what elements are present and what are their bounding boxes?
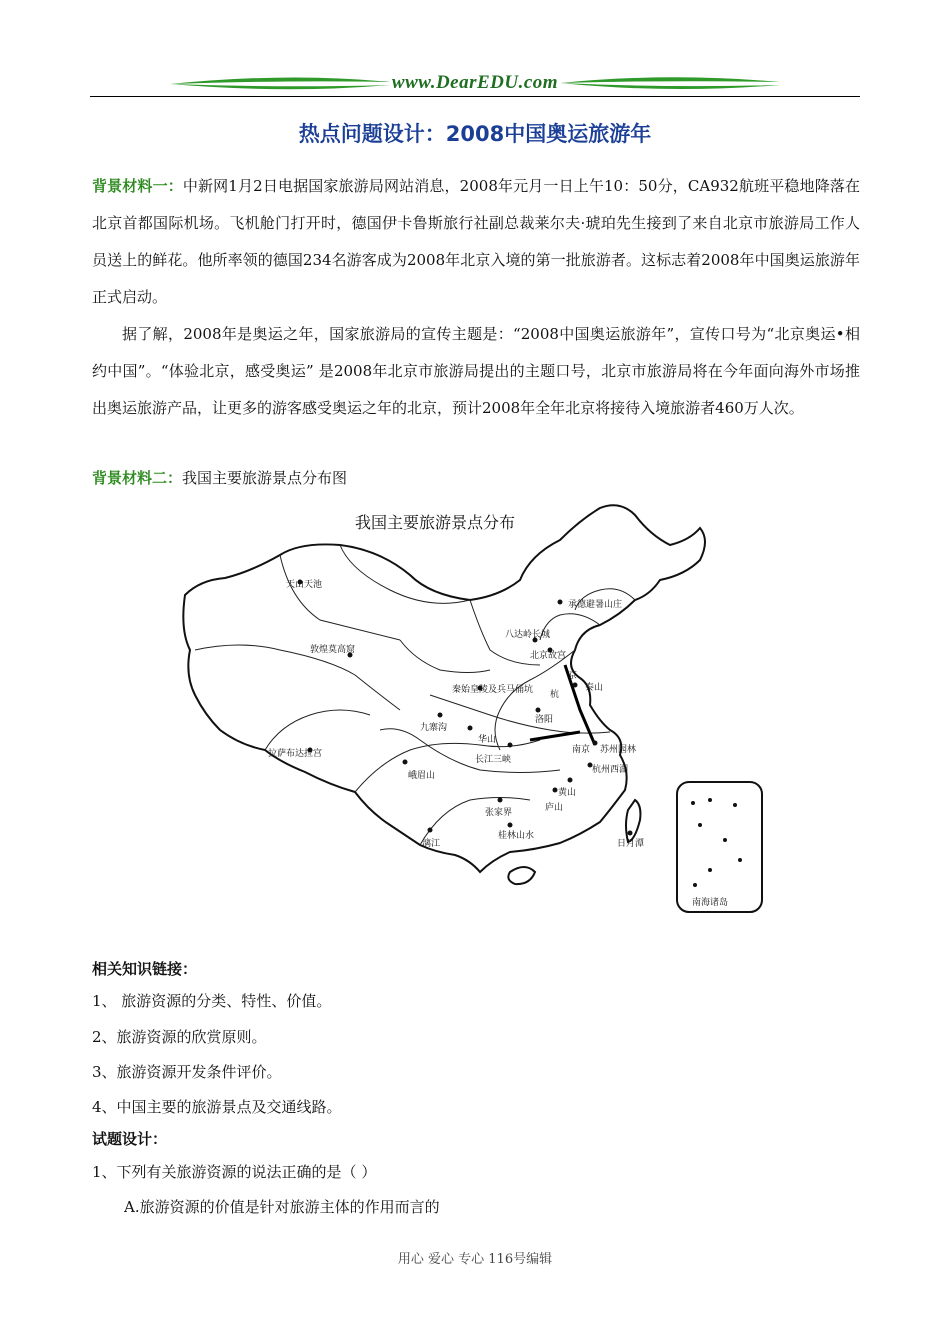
map-label: 峨眉山 <box>408 771 436 781</box>
map-label: 长江三峡 <box>475 755 512 765</box>
page-title: 热点问题设计：2008中国奥运旅游年 <box>298 122 652 146</box>
knowledge-item: 1、 旅游资源的分类、特性、价值。 <box>92 992 332 1010</box>
material-2-label: 背景材料二： <box>92 469 183 487</box>
material-1 <box>92 168 860 316</box>
map-label: 庐山 <box>545 803 564 813</box>
question-1: 1、下列有关旅游资源的说法正确的是（ ） <box>92 1163 377 1181</box>
map-label: 南海诸岛 <box>692 898 729 908</box>
site-header <box>90 70 860 98</box>
map-label: 杭 <box>550 690 560 700</box>
map-label: 九寨沟 <box>420 723 448 733</box>
map-label: 天山天池 <box>286 580 323 590</box>
question-1-option-a: A.旅游资源的价值是针对旅游主体的作用而言的 <box>124 1198 440 1216</box>
map-label: 杭州西湖 <box>592 765 629 775</box>
map-label: 承德避暑山庄 <box>568 600 623 610</box>
map-label: 日月潭 <box>617 839 645 849</box>
knowledge-item: 4、中国主要的旅游景点及交通线路。 <box>92 1098 342 1116</box>
site-logo-text: www.DearEDU.com <box>391 72 559 93</box>
map-label: 苏州园林 <box>600 745 637 755</box>
map-title: 我国主要旅游景点分布 <box>355 513 516 532</box>
material-2 <box>92 460 860 497</box>
map-label: 秦始皇陵及兵马俑坑 <box>452 685 534 695</box>
map-label: 张家界 <box>485 808 513 818</box>
material-2-text: 我国主要旅游景点分布图 <box>182 469 348 487</box>
map-label: 北京故宫 <box>530 651 567 661</box>
material-1-text-2: 据了解，2008年是奥运之年，国家旅游局的宣传主题是：“2008中国奥运旅游年”，宣传口号为“北京奥运•相约中国”。“体验北京，感受奥运” 是2008年北京市旅游局提出的主题口号，北京市旅游局将在今年面向海外市场推出奥运旅游产品，让更多的游客感受奥运之年的北京，预计2008年全年北京将接待入境旅游者460万人次。 <box>92 325 860 417</box>
map-label: 洛阳 <box>535 715 554 725</box>
map-label: 敦煌莫高窟 <box>310 645 356 655</box>
map-label: 漓江 <box>422 839 441 849</box>
map-label: 拉萨布达拉宫 <box>268 749 323 759</box>
knowledge-item: 3、旅游资源开发条件评价。 <box>92 1063 282 1081</box>
map-label: 华山 <box>478 735 497 745</box>
map-label: 泰山 <box>585 683 604 693</box>
map-label: 八达岭长城 <box>505 630 551 640</box>
material-1-label: 背景材料一： <box>92 177 183 195</box>
questions-title: 试题设计： <box>92 1130 168 1148</box>
map-label: 南京 <box>572 745 591 755</box>
knowledge-title: 相关知识链接： <box>92 960 198 978</box>
material-1-text: 中新网1月2日电据国家旅游局网站消息，2008年元月一日上午10：50分，CA932航班平稳地降落在北京首都国际机场。飞机舱门打开时，德国伊卡鲁斯旅行社副总裁莱尔夫·琥珀先生接到了来自北京市旅游局工作人员送上的鲜花。他所率领的德国234名游客成为2008年北京入境的第一批旅游者。这标志着2008年中国奥运旅游年正式启动。 <box>92 177 860 306</box>
map-label: 京 <box>568 671 578 681</box>
map-label: 黄山 <box>558 788 577 798</box>
page-footer: 用心 爱心 专心 116号编辑 <box>397 1252 553 1267</box>
header-divider <box>90 96 860 97</box>
map-label: 桂林山水 <box>498 831 535 841</box>
china-tourism-map <box>180 500 770 915</box>
knowledge-item: 2、旅游资源的欣赏原则。 <box>92 1028 267 1046</box>
